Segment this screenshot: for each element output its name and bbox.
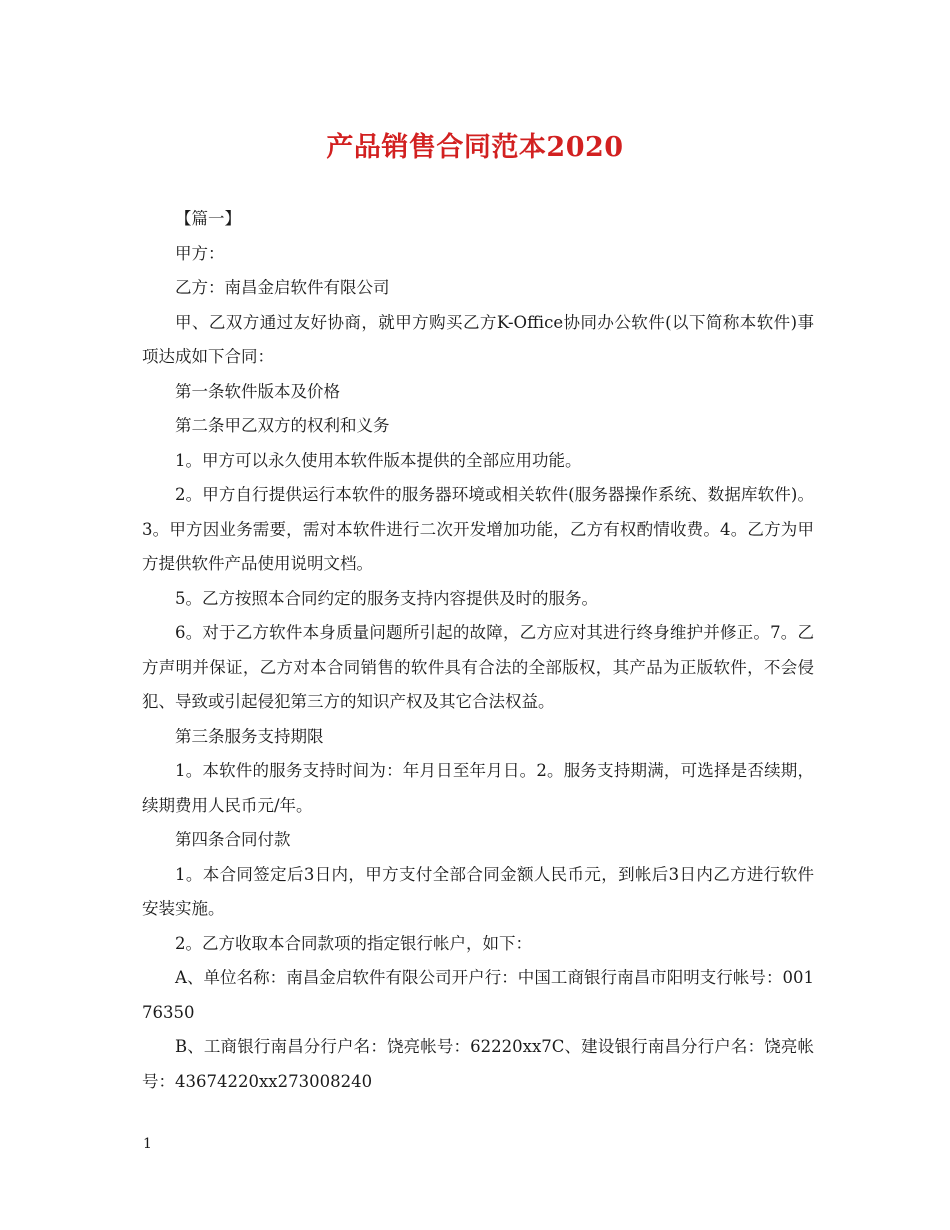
- intro-paragraph: 甲、乙双方通过友好协商，就甲方购买乙方K-Office协同办公软件(以下简称本软件)事项达成如下合同：: [142, 312, 814, 366]
- document-title: 产品销售合同范本2020: [326, 132, 624, 163]
- page-number: 1: [143, 1136, 152, 1152]
- clause-paragraph: 2。甲方自行提供运行本软件的服务器环境或相关软件(服务器操作系统、数据库软件)。3。甲方因业务需要，需对本软件进行二次开发增加功能，乙方有权酌情收费。4。乙方为甲方提供软件产品使用说明文档。: [142, 485, 814, 573]
- clause-paragraph: 5。乙方按照本合同约定的服务支持内容提供及时的服务。: [175, 588, 598, 608]
- party-a-line: 甲方：: [175, 243, 225, 263]
- document-body: [142, 202, 814, 1099]
- bank-account-paragraph: B、工商银行南昌分行户名：饶亮帐号：62220xx7C、建设银行南昌分行户名：饶亮帐号：43674220xx273008240: [142, 1037, 814, 1091]
- clause-paragraph: 1。本软件的服务支持时间为：年月日至年月日。2。服务支持期满，可选择是否续期，续期费用人民币元/年。: [142, 761, 814, 815]
- article-heading-4: 第四条合同付款: [175, 830, 291, 849]
- clause-paragraph: 1。甲方可以永久使用本软件版本提供的全部应用功能。: [175, 450, 582, 470]
- clause-paragraph: 6。对于乙方软件本身质量问题所引起的故障，乙方应对其进行终身维护并修正。7。乙方声明并保证，乙方对本合同销售的软件具有合法的全部版权，其产品为正版软件，不会侵犯、导致或引起侵犯第三方的知识产权及其它合法权益。: [142, 623, 814, 711]
- article-heading-1: 第一条软件版本及价格: [175, 381, 340, 401]
- bank-account-paragraph: A、单位名称：南昌金启软件有限公司开户行：中国工商银行南昌市阳明支行帐号：00176350: [142, 968, 814, 1022]
- article-heading-2: 第二条甲乙双方的权利和义务: [175, 416, 390, 435]
- clause-paragraph: 1。本合同签定后3日内，甲方支付全部合同金额人民币元，到帐后3日内乙方进行软件安装实施。: [142, 864, 814, 918]
- clause-paragraph: 2。乙方收取本合同款项的指定银行帐户，如下：: [175, 933, 532, 953]
- party-b-line: 乙方：南昌金启软件有限公司: [175, 278, 390, 297]
- article-heading-3: 第三条服务支持期限: [175, 726, 324, 746]
- section-label: 【篇一】: [175, 209, 241, 228]
